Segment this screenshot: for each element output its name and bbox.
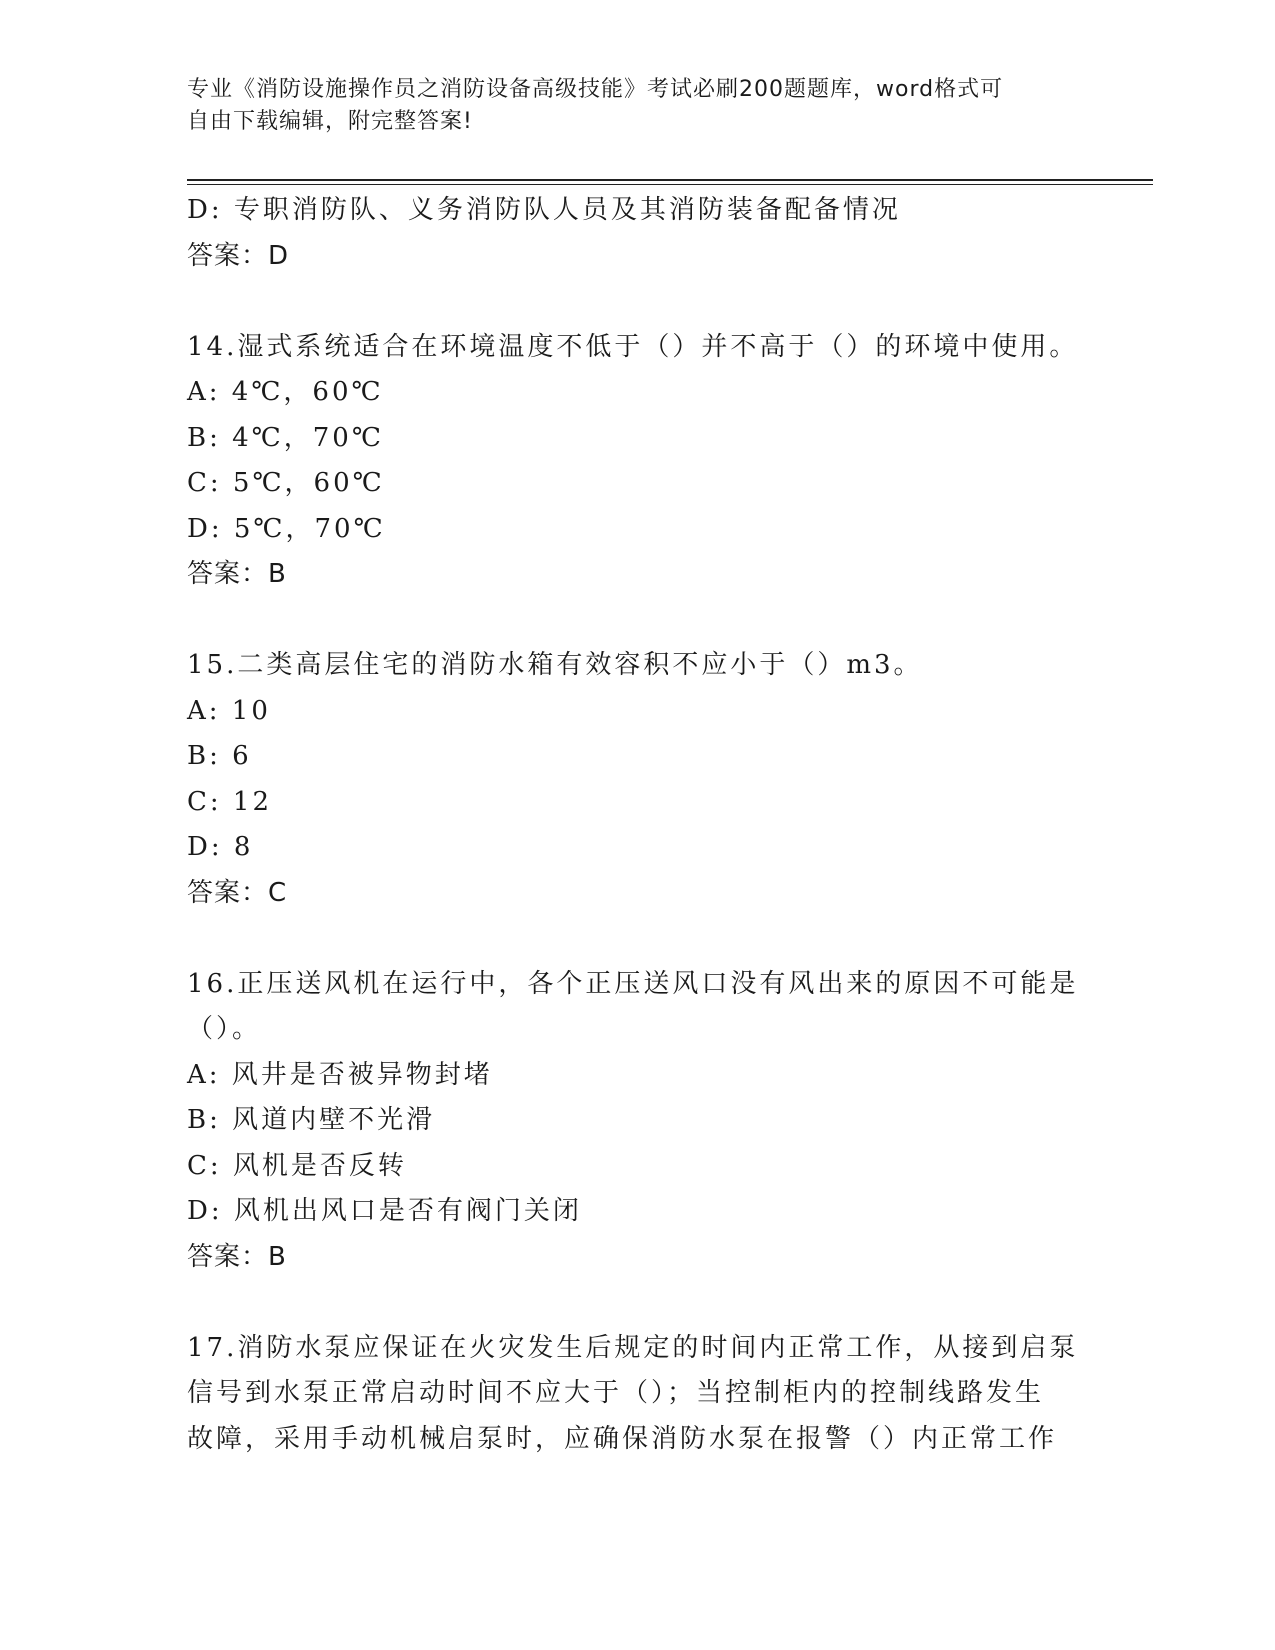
answer: 答案：D (187, 240, 290, 271)
answer: 答案：B (187, 1241, 287, 1272)
question-text: 15.二类高层住宅的消防水箱有效容积不应小于（）m3。 (187, 650, 923, 680)
question-14 (187, 325, 1087, 598)
option-d: D: 风机出风口是否有阀门关闭 (187, 1196, 582, 1226)
question-text: 14.湿式系统适合在环境温度不低于（）并不高于（）的环境中使用。 (187, 331, 1079, 362)
question-text-line-2: 信号到水泵正常启动时间不应大于（）；当控制柜内的控制线路发生 (187, 1378, 1045, 1408)
option-d: D: 5℃，70℃ (187, 513, 386, 544)
option-a: A: 4℃，60℃ (187, 377, 384, 407)
question-text-line-1: 16.正压送风机在运行中，各个正压送风口没有风出来的原因不可能是 (187, 968, 1079, 999)
answer: 答案：C (187, 877, 288, 908)
question-16 (187, 962, 1087, 1281)
option-b: B: 4℃，70℃ (187, 422, 384, 453)
option-c: C: 12 (187, 786, 273, 817)
question-text-line-2: （）。 (187, 1014, 262, 1044)
option-c: C: 5℃，60℃ (187, 468, 385, 498)
option-a: A: 10 (187, 695, 271, 726)
question-17 (187, 1326, 1087, 1463)
option-c: C: 风机是否反转 (187, 1150, 407, 1181)
question-15 (187, 643, 1087, 916)
header-line-1: 专业《消防设施操作员之消防设备高级技能》考试必刷200题题库，word格式可 (187, 77, 1004, 102)
question-13-tail (187, 188, 1087, 279)
question-list (187, 188, 1087, 1462)
option-a: A: 风井是否被异物封堵 (187, 1059, 493, 1090)
header-divider-thick (187, 179, 1153, 181)
document-header (187, 74, 1087, 138)
option-d: D: 8 (187, 832, 254, 862)
option-b: B: 风道内壁不光滑 (187, 1105, 436, 1135)
option-d: D: 专职消防队、义务消防队人员及其消防装备配备情况 (187, 195, 901, 225)
header-line-2: 自由下载编辑，附完整答案! (187, 109, 473, 134)
answer: 答案：B (187, 559, 287, 589)
option-b: B: 6 (187, 741, 252, 771)
header-divider-thin (187, 184, 1153, 185)
question-text-line-3: 故障，采用手动机械启泵时，应确保消防水泵在报警（）内正常工作 (187, 1423, 1058, 1454)
question-text-line-1: 17.消防水泵应保证在火灾发生后规定的时间内正常工作，从接到启泵 (187, 1332, 1079, 1363)
